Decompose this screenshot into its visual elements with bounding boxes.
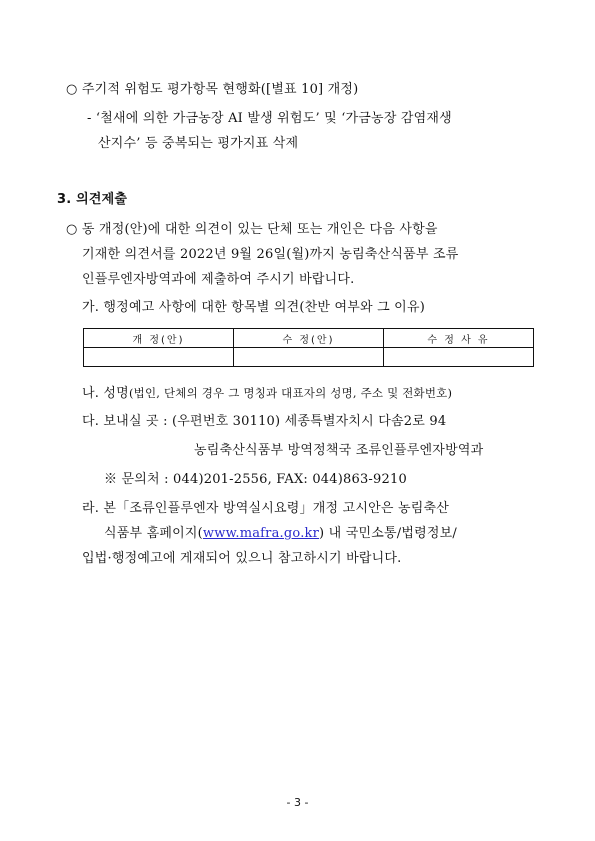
table-header-row — [84, 329, 534, 348]
table-cell-reason — [384, 348, 534, 367]
item-da-line1: 다. 보내실 곳 : (우편번호 30110) 세종특별자치시 다솜2로 94 — [82, 414, 447, 429]
opinion-intro-line1: ○ 동 개정(안)에 대한 의견이 있는 단체 또는 개인은 다음 사항을 — [66, 222, 438, 237]
section-heading-opinion: 3. 의견제출 — [57, 192, 128, 207]
periodic-risk-item: ○ 주기적 위험도 평가항목 현행화([별표 10] 개정) — [66, 82, 359, 97]
item-ra-line2 — [104, 526, 457, 542]
table-header-revision: 수 정(안) — [234, 329, 384, 348]
delete-indicator-line2: 산지수’ 등 중복되는 평가지표 삭제 — [98, 136, 299, 151]
item-ra-line2-before: 식품부 홈페이지( — [104, 526, 203, 541]
table-header-reason: 수 정 사 유 — [384, 329, 534, 348]
item-na-prefix: 나. 성명 — [82, 386, 129, 401]
delete-indicator-line1: - ‘철새에 의한 가금농장 AI 발생 위험도’ 및 ‘가금농장 감염재생 — [87, 111, 452, 126]
item-ra-line1: 라. 본「조류인플루엔자 방역실시요령」개정 고시안은 농림축산 — [82, 501, 450, 516]
table-cell-revision — [234, 348, 384, 367]
opinion-intro-line3: 인플루엔자방역과에 제출하여 주시기 바랍니다. — [82, 272, 355, 287]
item-ga: 가. 행정예고 사항에 대한 항목별 의견(찬반 여부와 그 이유) — [82, 300, 425, 315]
item-na — [82, 385, 452, 402]
opinion-table — [83, 328, 534, 367]
page-number: - 3 - — [286, 796, 309, 809]
item-ra-line3: 입법·행정예고에 게재되어 있으니 참고하시기 바랍니다. — [82, 551, 402, 566]
table-cell-amendment — [84, 348, 234, 367]
mafra-homepage-link[interactable]: www.mafra.go.kr — [202, 526, 320, 541]
item-ra-line2-after: ) 내 국민소통/법령정보/ — [319, 526, 457, 541]
item-na-detail: (법인, 단체의 경우 그 명칭과 대표자의 성명, 주소 및 전화번호) — [128, 386, 453, 400]
table-row — [84, 348, 534, 367]
item-da-line2: 농림축산식품부 방역정책국 조류인플루엔자방역과 — [194, 443, 484, 458]
table-header-amendment: 개 정(안) — [84, 329, 234, 348]
contact-info: ※ 문의처 : 044)201-2556, FAX: 044)863-9210 — [104, 472, 407, 487]
opinion-intro-line2: 기재한 의견서를 2022년 9월 26일(월)까지 농림축산식품부 조류 — [82, 247, 459, 262]
